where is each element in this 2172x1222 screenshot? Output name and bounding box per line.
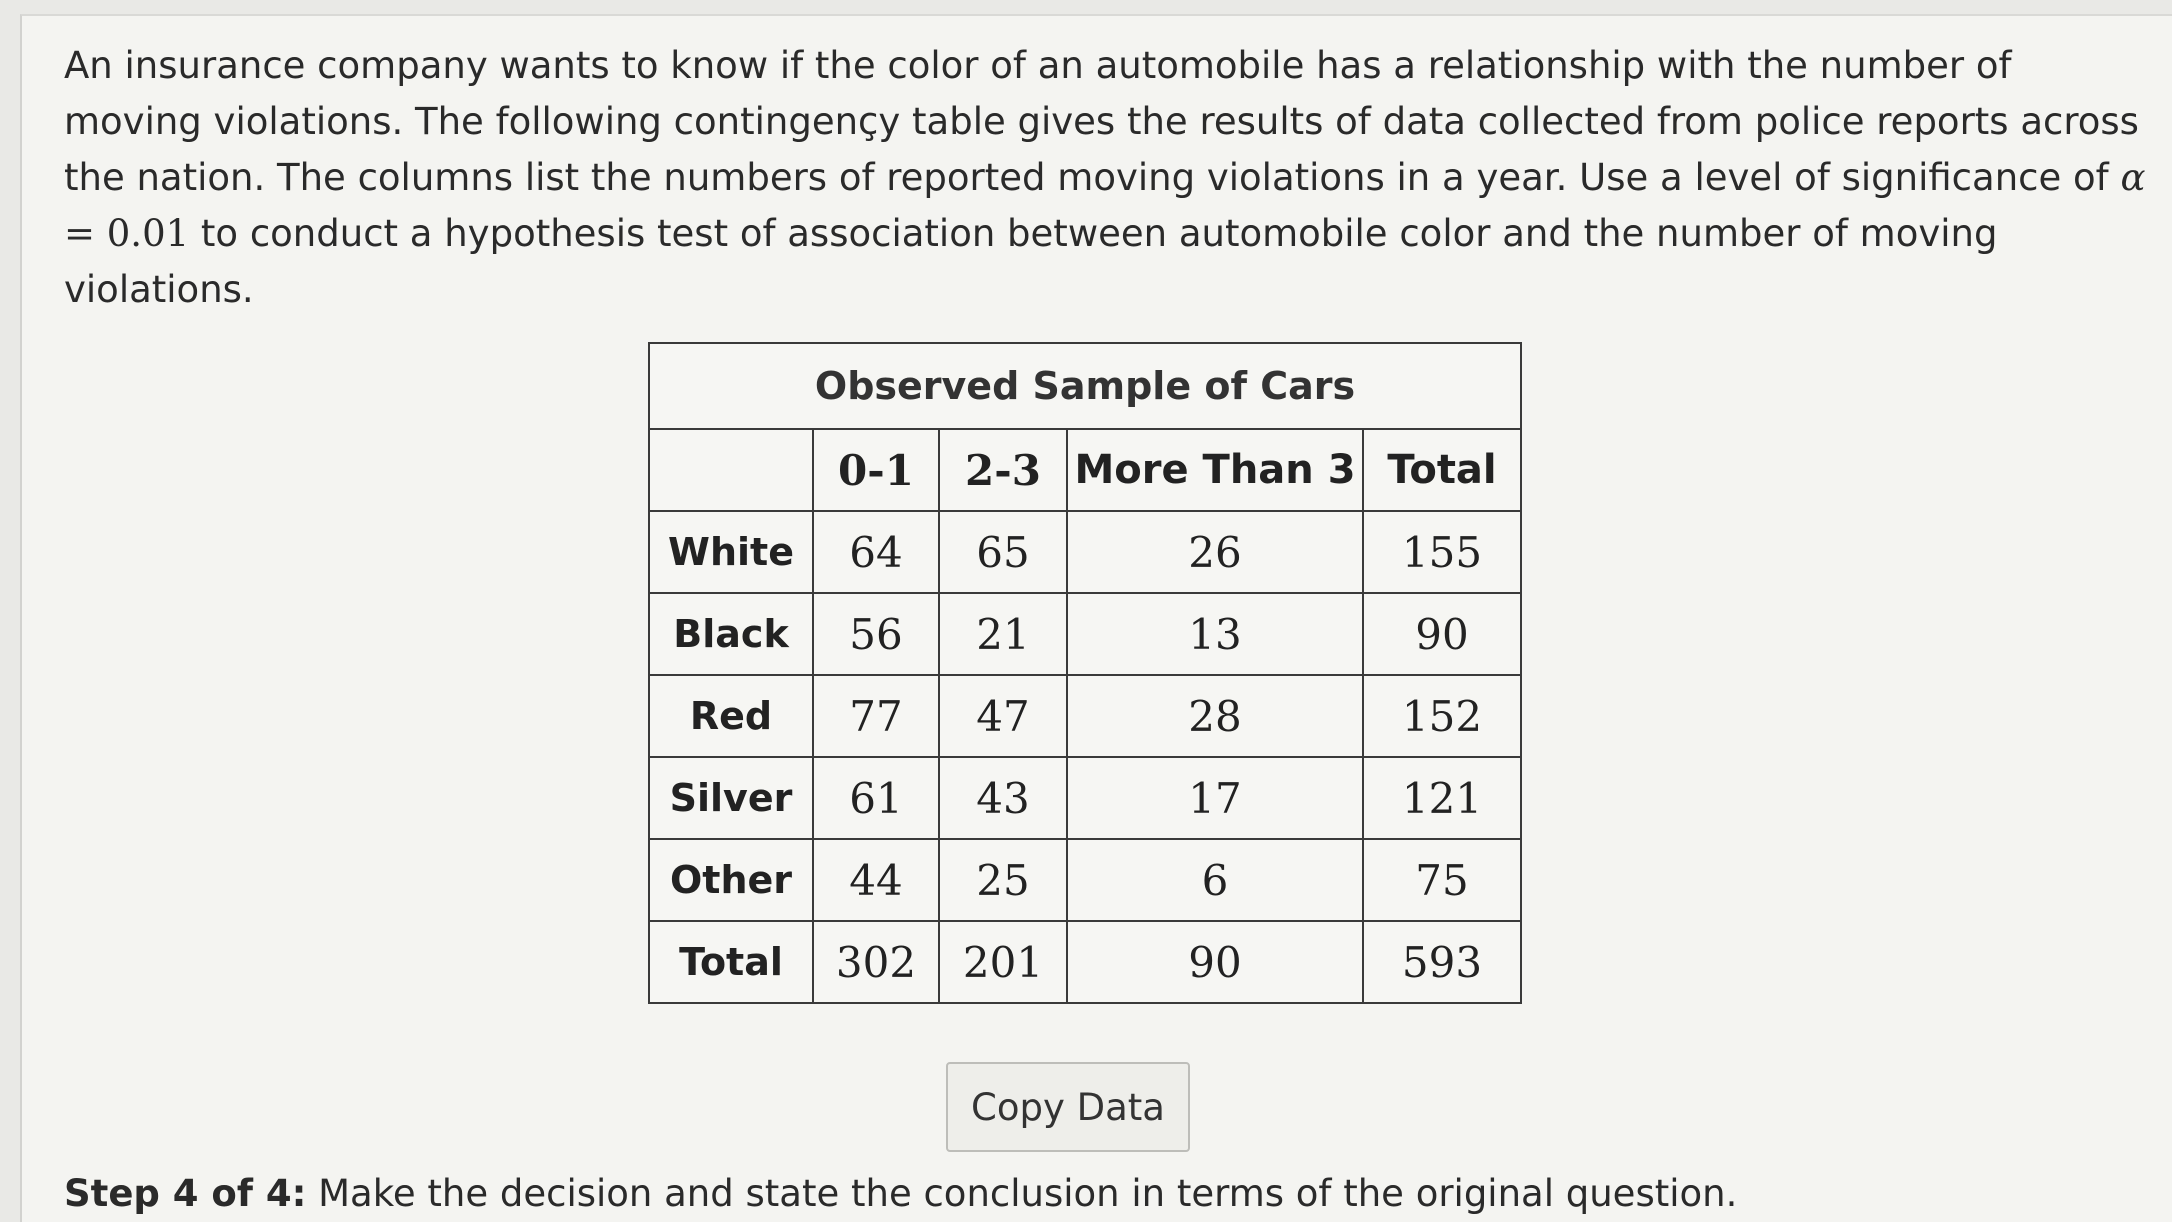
column-header-0-1: 0-1 [813, 429, 939, 511]
question-text [64, 38, 2154, 318]
table-cell: 17 [1067, 757, 1363, 839]
table-cell: 152 [1363, 675, 1521, 757]
column-header-2-3: 2-3 [939, 429, 1067, 511]
contingency-table-container [648, 342, 1522, 1004]
table-row [649, 511, 1521, 593]
table-cell: 61 [813, 757, 939, 839]
table-row-total [649, 921, 1521, 1003]
table-row [649, 675, 1521, 757]
table-cell: 121 [1363, 757, 1521, 839]
row-label-black: Black [649, 593, 813, 675]
alpha-equals: = [64, 212, 107, 255]
table-cell: 47 [939, 675, 1067, 757]
problem-page [20, 14, 2172, 1222]
table-cell: 28 [1067, 675, 1363, 757]
table-cell: 44 [813, 839, 939, 921]
row-label-total: Total [649, 921, 813, 1003]
table-cell: 75 [1363, 839, 1521, 921]
table-cell: 201 [939, 921, 1067, 1003]
row-label-red: Red [649, 675, 813, 757]
table-cell: 43 [939, 757, 1067, 839]
table-caption-row [649, 343, 1521, 429]
table-row [649, 757, 1521, 839]
table-row [649, 839, 1521, 921]
header-corner-cell [649, 429, 813, 511]
table-cell: 302 [813, 921, 939, 1003]
table-row [649, 593, 1521, 675]
copy-data-button[interactable]: Copy Data [946, 1062, 1190, 1152]
column-header-total: Total [1363, 429, 1521, 511]
table-cell: 25 [939, 839, 1067, 921]
table-header-row [649, 429, 1521, 511]
table-cell: 77 [813, 675, 939, 757]
row-label-other: Other [649, 839, 813, 921]
step-text: Make the decision and state the conclusion in terms of the original question. [306, 1172, 1738, 1215]
table-cell: 6 [1067, 839, 1363, 921]
table-cell: 56 [813, 593, 939, 675]
question-intro: An insurance company wants to know if the color of an automobile has a relationship with the number of moving violations. The following contingençy table gives the results of data collected from police reports across the nation. The columns list the numbers of reported moving violations in a year. Use a level of significance of [64, 44, 2139, 199]
table-cell: 13 [1067, 593, 1363, 675]
step-instruction [64, 1166, 2154, 1222]
table-cell: 64 [813, 511, 939, 593]
step-label: Step 4 of 4: [64, 1172, 307, 1215]
table-cell: 155 [1363, 511, 1521, 593]
table-cell: 26 [1067, 511, 1363, 593]
row-label-silver: Silver [649, 757, 813, 839]
table-cell: 593 [1363, 921, 1521, 1003]
table-cell: 21 [939, 593, 1067, 675]
alpha-value: 0.01 [106, 212, 190, 255]
alpha-symbol: α [2120, 156, 2146, 199]
table-cell: 90 [1363, 593, 1521, 675]
contingency-table [648, 342, 1522, 1004]
table-cell: 65 [939, 511, 1067, 593]
question-outro: to conduct a hypothesis test of association between automobile color and the number of moving violations. [64, 212, 1998, 311]
table-caption: Observed Sample of Cars [649, 343, 1521, 429]
table-cell: 90 [1067, 921, 1363, 1003]
column-header-more-than-3: More Than 3 [1067, 429, 1363, 511]
row-label-white: White [649, 511, 813, 593]
